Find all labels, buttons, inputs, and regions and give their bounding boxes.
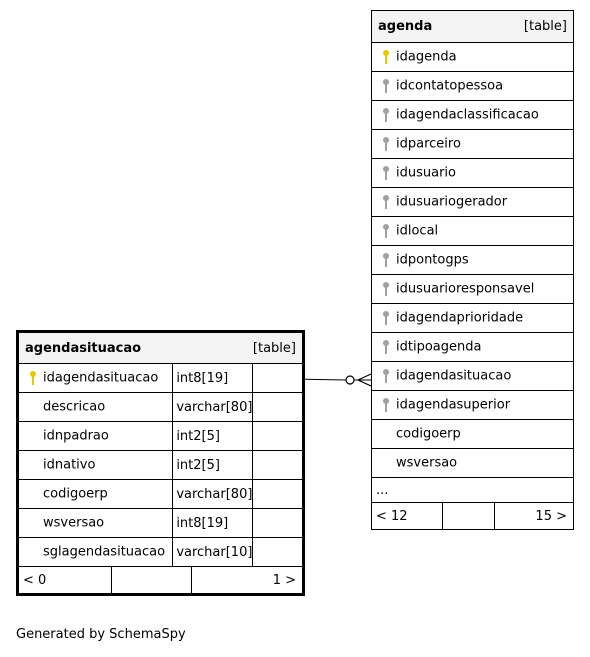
column-name: idcontatopessoa [396,78,504,94]
column-cell [18,480,173,509]
table-row[interactable] [18,364,304,393]
column-spacer [253,509,304,538]
no-key-spacer [27,428,39,444]
column-datatype: varchar[80] [173,393,253,422]
foreign-key-icon [380,281,392,297]
column-name: idnativo [43,457,96,473]
parents-count[interactable]: < 12 [376,508,408,524]
column-cell [372,188,574,217]
table-row[interactable] [372,246,574,275]
table-agenda[interactable] [371,10,574,530]
column-name: descricao [43,399,106,415]
column-spacer [253,480,304,509]
column-name: idagendasuperior [396,397,511,413]
table-row[interactable] [372,43,574,72]
table-row[interactable] [372,333,574,362]
column-datatype: int8[19] [173,509,253,538]
table-row[interactable] [372,304,574,333]
no-key-spacer [27,399,39,415]
column-cell [372,362,574,391]
count-spacer [111,567,191,593]
column-name: idparceiro [396,136,461,152]
column-cell [372,391,574,420]
column-cell [372,333,574,362]
column-spacer [253,422,304,451]
column-name: idusuario [396,165,456,181]
foreign-key-icon [380,107,392,123]
table-row[interactable] [372,159,574,188]
no-key-spacer [27,457,39,473]
foreign-key-icon [380,223,392,239]
foreign-key-icon [380,310,392,326]
column-spacer [253,393,304,422]
foreign-key-icon [380,252,392,268]
column-datatype: int2[5] [173,422,253,451]
column-cell [372,72,574,101]
column-cell [372,246,574,275]
column-cell [18,451,173,480]
foreign-key-icon [380,368,392,384]
column-cell [372,101,574,130]
table-type: [table] [253,332,304,364]
column-spacer [253,364,304,393]
foreign-key-icon [380,194,392,210]
table-row[interactable] [18,422,304,451]
foreign-key-icon [380,339,392,355]
column-name: idagendasituacao [43,370,159,386]
no-key-spacer [380,455,392,471]
column-name: idlocal [396,223,439,239]
column-cell [372,159,574,188]
relationship-counts [18,567,304,595]
column-name: idnpadrao [43,428,109,444]
column-spacer [253,451,304,480]
table-agendasituacao[interactable] [16,330,305,596]
column-datatype: varchar[10] [173,538,253,567]
column-cell [18,393,173,422]
table-row[interactable] [372,420,574,449]
no-key-spacer [27,544,39,560]
table-row[interactable] [372,101,574,130]
table-name: agendasituacao [18,332,253,364]
column-name: wsversao [396,455,458,471]
column-name: idusuariogerador [396,194,508,210]
foreign-key-icon [380,397,392,413]
table-row[interactable] [372,391,574,420]
column-name: codigoerp [43,486,108,502]
table-row[interactable] [372,449,574,478]
table-row[interactable] [372,72,574,101]
column-name: idagendaprioridade [396,310,524,326]
column-datatype: int2[5] [173,451,253,480]
column-datatype: int8[19] [173,364,253,393]
no-key-spacer [380,426,392,442]
column-cell [372,420,574,449]
column-name: codigoerp [396,426,461,442]
column-name: idagendaclassificacao [396,107,539,123]
column-name: idtipoagenda [396,339,482,355]
parents-count[interactable]: < 0 [23,572,47,588]
column-name: idusuarioresponsavel [396,281,535,297]
column-name: idagendasituacao [396,368,512,384]
column-name: wsversao [43,515,105,531]
column-cell [18,538,173,567]
table-row[interactable] [372,362,574,391]
primary-key-icon [380,49,392,65]
column-cell [372,275,574,304]
children-count[interactable]: 15 > [535,508,567,524]
relationship-counts [372,503,574,530]
column-cell [372,43,574,72]
column-cell [18,509,173,538]
column-name: idpontogps [396,252,469,268]
table-row[interactable] [18,393,304,422]
no-key-spacer [27,486,39,502]
table-name: agenda [372,11,483,43]
table-row[interactable] [18,509,304,538]
column-name: sglagendasituacao [43,544,166,560]
column-name: idagenda [396,49,457,65]
column-cell [372,304,574,333]
column-cell [372,217,574,246]
table-row[interactable] [372,217,574,246]
column-spacer [253,538,304,567]
column-cell [18,364,173,393]
table-row[interactable] [18,451,304,480]
foreign-key-icon [380,165,392,181]
count-spacer [442,503,494,529]
more-columns-ellipsis[interactable]: ... [372,478,574,503]
table-row[interactable] [18,538,304,567]
table-type: [table] [483,11,574,43]
column-cell [372,130,574,159]
table-row[interactable] [372,275,574,304]
foreign-key-icon [380,78,392,94]
table-row[interactable] [372,188,574,217]
generated-by-label: Generated by SchemaSpy [16,627,186,642]
children-count[interactable]: 1 > [272,572,296,588]
primary-key-icon [27,370,39,386]
column-cell [18,422,173,451]
column-cell [372,449,574,478]
no-key-spacer [27,515,39,531]
table-row[interactable] [372,130,574,159]
table-row[interactable] [18,480,304,509]
foreign-key-icon [380,136,392,152]
column-datatype: varchar[80] [173,480,253,509]
